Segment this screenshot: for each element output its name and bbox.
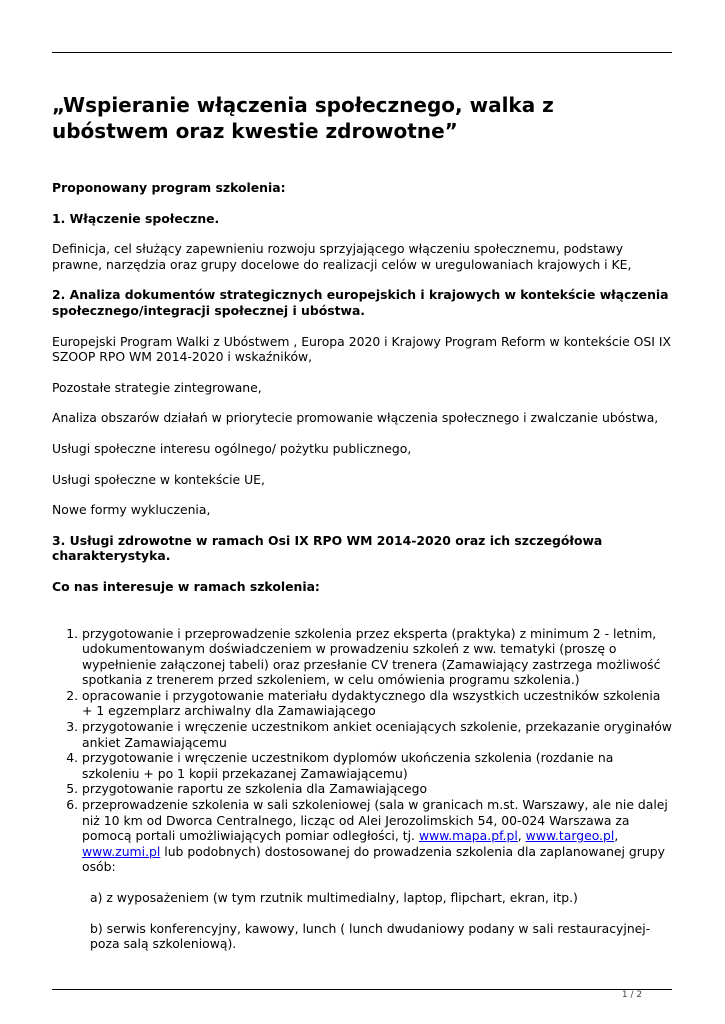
requirements-list (52, 626, 672, 876)
top-divider (52, 52, 672, 53)
list-item-text: przeprowadzenie szkolenia w sali szkoleniowej (sala w granicach m.st. Warszawy, ale nie dalej niż 10 km od Dworca Centralnego, licząc od Alei Jerozolimskich 54, 00-024 Warszawa za pomocą portali umożliwiających pomiar odległości, tj. (82, 797, 668, 844)
bottom-divider (52, 989, 672, 990)
section-1-heading: 1. Włączenie społeczne. (52, 210, 220, 226)
list-item: 5. przygotowanie raportu ze szkolenia dla Zamawiającego (82, 781, 672, 797)
document-title: „Wspieranie włączenia społecznego, walka z ubóstwem oraz kwestie zdrowotne” (52, 93, 554, 143)
proposed-program-heading: Proponowany program szkolenia: (52, 180, 286, 195)
targeo-link[interactable]: www.targeo.pl (525, 828, 615, 844)
mapa-link[interactable]: www.mapa.pf.pl (418, 828, 518, 844)
list-item (82, 797, 672, 875)
zumi-link[interactable]: www.zumi.pl (82, 843, 161, 859)
section-2-paragraph: Europejski Program Walki z Ubóstwem , Europa 2020 i Krajowy Program Reform w kontekście OSI IX SZOOP RPO WM 2014-2020 i wskaźników, (52, 333, 672, 365)
separator: , (517, 828, 526, 844)
page-number: 1 / 2 (621, 990, 643, 1000)
section-2-paragraph: Analiza obszarów działań w priorytecie promowanie włączenia społecznego i zwalczanie ubóstwa, (52, 410, 659, 426)
section-2-paragraph: Pozostałe strategie zintegrowane, (52, 379, 262, 395)
section-2-paragraph: Usługi społeczne w kontekście UE, (52, 471, 265, 487)
list-item: 2. opracowanie i przygotowanie materiału dydaktycznego dla wszystkich uczestników szkolenia + 1 egzemplarz archiwalny dla Zamawiającego (82, 688, 672, 719)
section-2-paragraph: Nowe formy wykluczenia, (52, 502, 211, 518)
sub-item-a: a) z wyposażeniem (w tym rzutnik multimedialny, laptop, flipchart, ekran, itp.) (90, 890, 578, 905)
interest-heading: Co nas interesuje w ramach szkolenia: (52, 578, 320, 594)
document-body (52, 92, 672, 952)
section-3-heading: 3. Usługi zdrowotne w ramach Osi IX RPO WM 2014-2020 oraz ich szczegółowa charakterystyka. (52, 532, 603, 564)
list-item: 4. przygotowanie i wręczenie uczestnikom dyplomów ukończenia szkolenia (rozdanie na szkoleniu + po 1 kopii przekazanej Zamawiającemu) (82, 750, 672, 781)
section-2-paragraph: Usługi społeczne interesu ogólnego/ pożytku publicznego, (52, 440, 412, 456)
section-1-text: Definicja, cel służący zapewnieniu rozwoju sprzyjającego włączeniu społecznemu, podstawy prawne, narzędzia oraz grupy docelowe do realizacji celów w uregulowaniach krajowych i KE, (52, 241, 632, 272)
list-item: 3. przygotowanie i wręczenie uczestnikom ankiet oceniających szkolenie, przekazanie oryginałów ankiet Zamawiającemu (82, 719, 672, 750)
sub-item-b: b) serwis konferencyjny, kawowy, lunch ( lunch dwudaniowy podany w sali restauracyjnej- poza salą szkoleniową). (90, 920, 651, 952)
list-item-text: lub podobnych) dostosowanej do prowadzenia szkolenia dla zaplanowanej grupy osób: (82, 843, 665, 875)
section-2-heading: 2. Analiza dokumentów strategicznych europejskich i krajowych w kontekście włączenia społecznego/integracji społecznej i ubóstwa. (52, 287, 669, 318)
list-item: 1. przygotowanie i przeprowadzenie szkolenia przez eksperta (praktyka) z minimum 2 - letnim, udokumentowanym doświadczeniem w prowadzeniu szkoleń z ww. tematyki (proszę o wypełnienie załączonej tabeli) oraz przesłanie CV trenera (Zamawiający zastrzega możliwość spotkania z trenerem przed szkoleniem, w celu omówienia programu szkolenia.) (82, 626, 672, 688)
separator: , (614, 828, 619, 844)
